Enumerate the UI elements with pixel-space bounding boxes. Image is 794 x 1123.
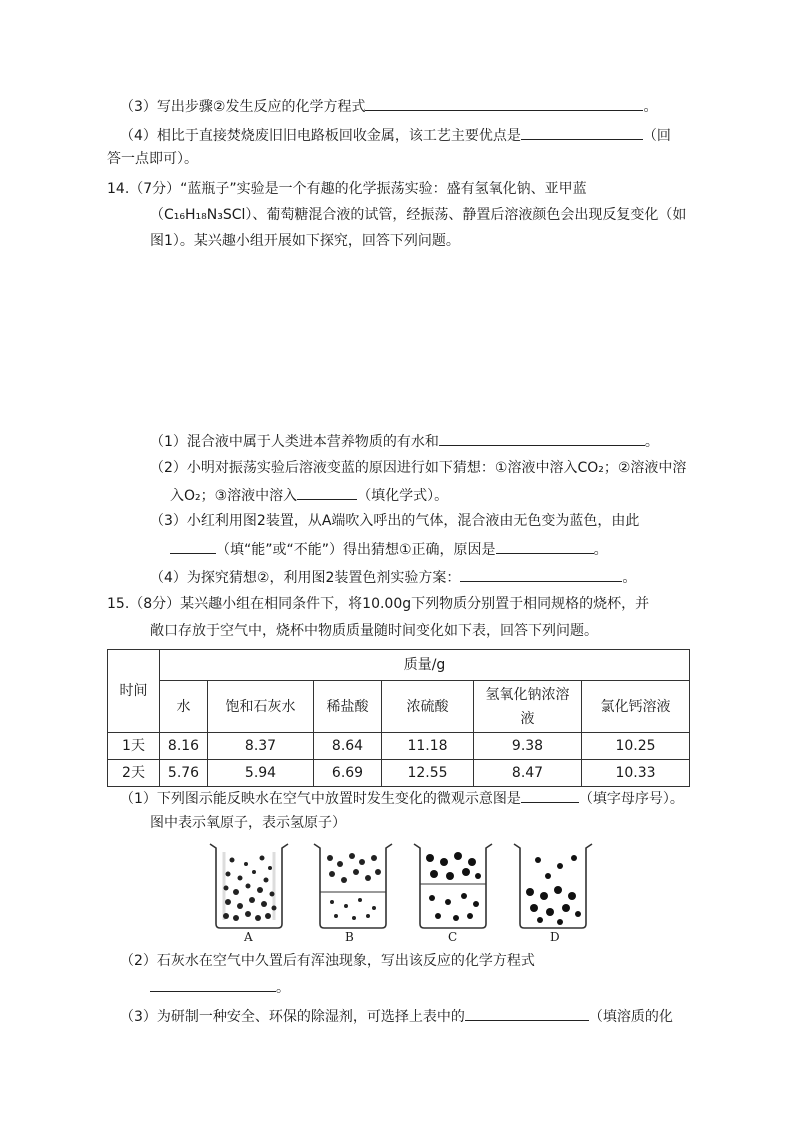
q13-part4: （4）相比于直接焚烧废旧旧电路板回收金属，该工艺主要优点是 （回 xyxy=(120,124,671,146)
answer-blank[interactable] xyxy=(365,95,643,111)
beaker-c xyxy=(410,840,496,930)
beaker-label-c: C xyxy=(448,930,458,944)
column-header: 饱和石灰水 xyxy=(208,681,314,733)
water-molecules xyxy=(426,852,481,921)
q14-part3-line1: （3）小红利用图2装置，从A端吹入呼出的气体，混合液由无色变为蓝色，由此 xyxy=(150,513,640,529)
q14-intro-line2: （C₁₆H₁₈N₃SCl）、葡萄糖混合液的试管，经振荡、静置后溶液颜色会出现反复变化（如 xyxy=(150,207,687,223)
value-cell: 8.47 xyxy=(474,760,582,787)
q15-part2-line1: （2）石灰水在空气中久置后有浑浊现象，写出该反应的化学方程式 xyxy=(120,953,535,969)
mass-table xyxy=(107,649,690,787)
answer-blank[interactable] xyxy=(521,124,643,140)
value-cell: 12.55 xyxy=(382,760,474,787)
value-cell: 8.64 xyxy=(314,733,382,760)
answer-blank[interactable] xyxy=(297,484,357,500)
value-cell: 6.69 xyxy=(314,760,382,787)
value-cell: 8.37 xyxy=(208,733,314,760)
answer-blank[interactable] xyxy=(150,976,276,992)
q14-part1: （1）混合液中属于人类进本营养物质的有水和 。 xyxy=(150,430,659,452)
water-molecules xyxy=(327,853,381,920)
answer-blank[interactable] xyxy=(170,538,216,554)
beaker-a xyxy=(206,840,292,930)
column-header: 氯化钙溶液 xyxy=(582,681,690,733)
column-header: 水 xyxy=(160,681,208,733)
q15-part3: （3）为研制一种安全、环保的除湿剂，可选择上表中的 （填溶质的化 xyxy=(120,1005,673,1027)
q15-part2-line2: 。 xyxy=(150,976,290,998)
answer-blank[interactable] xyxy=(521,787,579,803)
q13-part3: （3）写出步骤②发生反应的化学方程式 。 xyxy=(120,95,657,117)
q14-part2-line1: （2）小明对振荡实验后溶液变蓝的原因进行如下猜想：①溶液中溶入CO₂；②溶液中溶 xyxy=(150,460,687,476)
column-header: 稀盐酸 xyxy=(314,681,382,733)
column-header: 氢氧化钠浓溶 液 xyxy=(474,681,582,733)
q14-intro-line1: 14.（7分）“蓝瓶子”实验是一个有趣的化学振荡实验：盛有氢氧化钠、亚甲蓝 xyxy=(107,181,587,197)
answer-blank[interactable] xyxy=(496,538,594,554)
q14-part4: （4）为探究猜想②，利用图2装置色剂实验方案： 。 xyxy=(150,566,636,588)
value-cell: 10.25 xyxy=(582,733,690,760)
q15-intro-line2: 敞口存放于空气中，烧杯中物质质量随时间变化如下表，回答下列问题。 xyxy=(150,623,598,639)
beaker-label-d: D xyxy=(550,930,560,944)
answer-blank[interactable] xyxy=(460,566,622,582)
time-cell: 1天 xyxy=(108,733,160,760)
water-molecules xyxy=(526,855,581,925)
q14-part3-line2: （填“能”或“不能”）得出猜想①正确，原因是 。 xyxy=(170,538,608,560)
q14-intro-line3: 图1）。某兴趣小组开展如下探究，回答下列问题。 xyxy=(150,233,460,249)
column-header: 浓硫酸 xyxy=(382,681,474,733)
answer-blank[interactable] xyxy=(465,1005,589,1021)
time-cell: 2天 xyxy=(108,760,160,787)
value-cell: 5.94 xyxy=(208,760,314,787)
value-cell: 10.33 xyxy=(582,760,690,787)
beaker-label-b: B xyxy=(345,930,354,944)
time-header: 时间 xyxy=(108,650,160,733)
value-cell: 5.76 xyxy=(160,760,208,787)
answer-blank[interactable] xyxy=(439,430,645,446)
q15-intro-line1: 15.（8分）某兴趣小组在相同条件下，将10.00g下列物质分别置于相同规格的烧杯，并 xyxy=(107,596,650,612)
q15-part1-line1: （1）下列图示能反映水在空气中放置时发生变化的微观示意图是 （填字母序号）。 xyxy=(120,787,684,809)
q15-part1-line2: 图中表示氧原子，表示氢原子） xyxy=(150,815,346,831)
beaker-d xyxy=(510,840,596,930)
q13-part4-line2: 答一点即可）。 xyxy=(107,151,198,167)
beaker-b xyxy=(310,840,396,930)
table-row xyxy=(108,733,690,760)
value-cell: 8.16 xyxy=(160,733,208,760)
value-cell: 11.18 xyxy=(382,733,474,760)
value-cell: 9.38 xyxy=(474,733,582,760)
table-row xyxy=(108,760,690,787)
mass-header: 质量/g xyxy=(160,650,690,681)
beaker-label-a: A xyxy=(244,930,253,944)
q14-part2-line2: 入O₂；③溶液中溶入 （填化学式）。 xyxy=(170,484,448,506)
water-molecules xyxy=(223,856,277,922)
